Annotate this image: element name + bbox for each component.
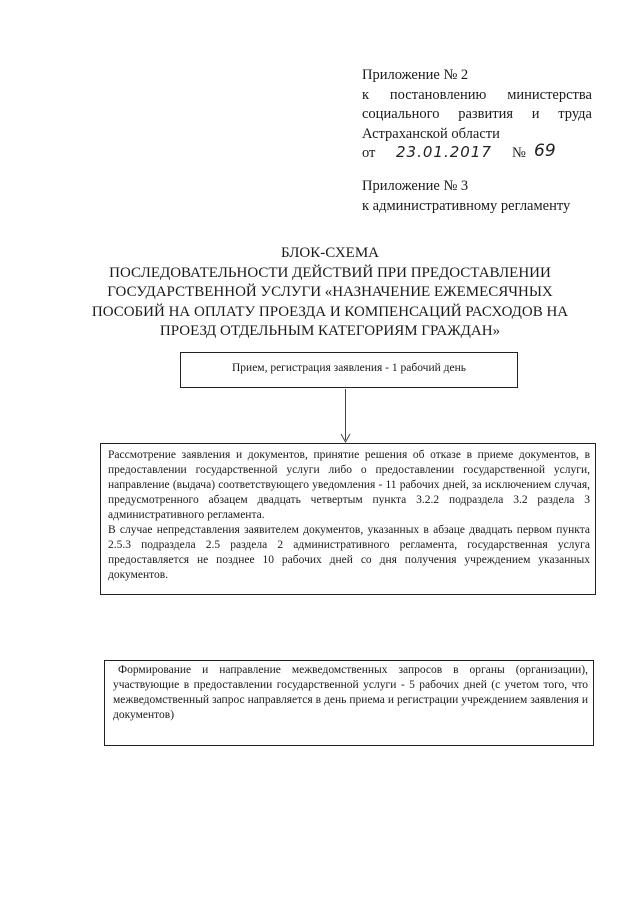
from-label: от	[362, 145, 376, 161]
title-line-5: ПРОЕЗД ОТДЕЛЬНЫМ КАТЕГОРИЯМ ГРАЖДАН»	[159, 323, 501, 339]
arrow-down-icon	[340, 433, 351, 443]
flow-step-reception-text: Прием, регистрация заявления - 1 рабочий день	[231, 362, 466, 374]
appendix-3-title: Приложение № 3	[362, 178, 469, 194]
number-label: №	[512, 145, 526, 161]
appendix-2-title: Приложение № 2	[362, 67, 469, 83]
appendix-2-line-3: Астраханской области	[362, 125, 500, 142]
flow-step-reception	[180, 352, 518, 388]
appendix-2-line-1: к постановлению министерства	[362, 86, 592, 103]
title-line-1: БЛОК-СХЕМА	[280, 245, 380, 261]
title-line-2: ПОСЛЕДОВАТЕЛЬНОСТИ ДЕЙСТВИЙ ПРИ ПРЕДОСТАВЛЕНИИ	[109, 264, 551, 281]
flow-step-review-paragraph-1: Рассмотрение заявления и документов, принятие решения об отказе в приеме документов, в предоставлении государственной услуги либо о предоставлении государственной услуги, направление (выдача) соответствующего уведомления - 11 рабочих дней, за исключением случая, предусмотренного абзацем двадцать четвертым пункта 3.2.2 подраздела 3.2 раздела 3 административного регламента.	[108, 449, 590, 521]
appendix-3-line-1: к административному регламенту	[362, 197, 571, 214]
flow-step-interagency-requests	[104, 660, 594, 746]
handwritten-number: 69	[534, 141, 556, 161]
title-line-4: ПОСОБИЙ НА ОПЛАТУ ПРОЕЗДА И КОМПЕНСАЦИЙ РАСХОДОВ НА	[91, 303, 569, 320]
decree-date-number-row	[362, 141, 592, 166]
appendix-3-header	[362, 177, 592, 216]
title-line-3: ГОСУДАРСТВЕННОЙ УСЛУГИ «НАЗНАЧЕНИЕ ЕЖЕМЕСЯЧНЫХ	[107, 284, 553, 300]
appendix-2-header	[362, 66, 592, 166]
document-title	[80, 244, 580, 342]
flow-step-interagency-text: Формирование и направление межведомственных запросов в органы (организации), участвующие в предоставлении государственной услуги - 5 рабочих дней (с учетом того, что межведомственный запрос направляется в день приема и регистрации учреждением заявления и документов)	[113, 664, 588, 721]
flow-step-review-paragraph-2: В случае непредставления заявителем документов, указанных в абзаце двадцать первом пункта 2.5.3 подраздела 2.5 раздела 2 административного регламента, государственная услуга предоставляется не позднее 10 рабочих дней со дня получения учреждением указанных документов.	[108, 524, 590, 581]
handwritten-date: 23.01.2017	[396, 143, 492, 161]
flow-step-review	[100, 443, 596, 595]
appendix-2-line-2: социального развития и труда	[362, 106, 592, 122]
